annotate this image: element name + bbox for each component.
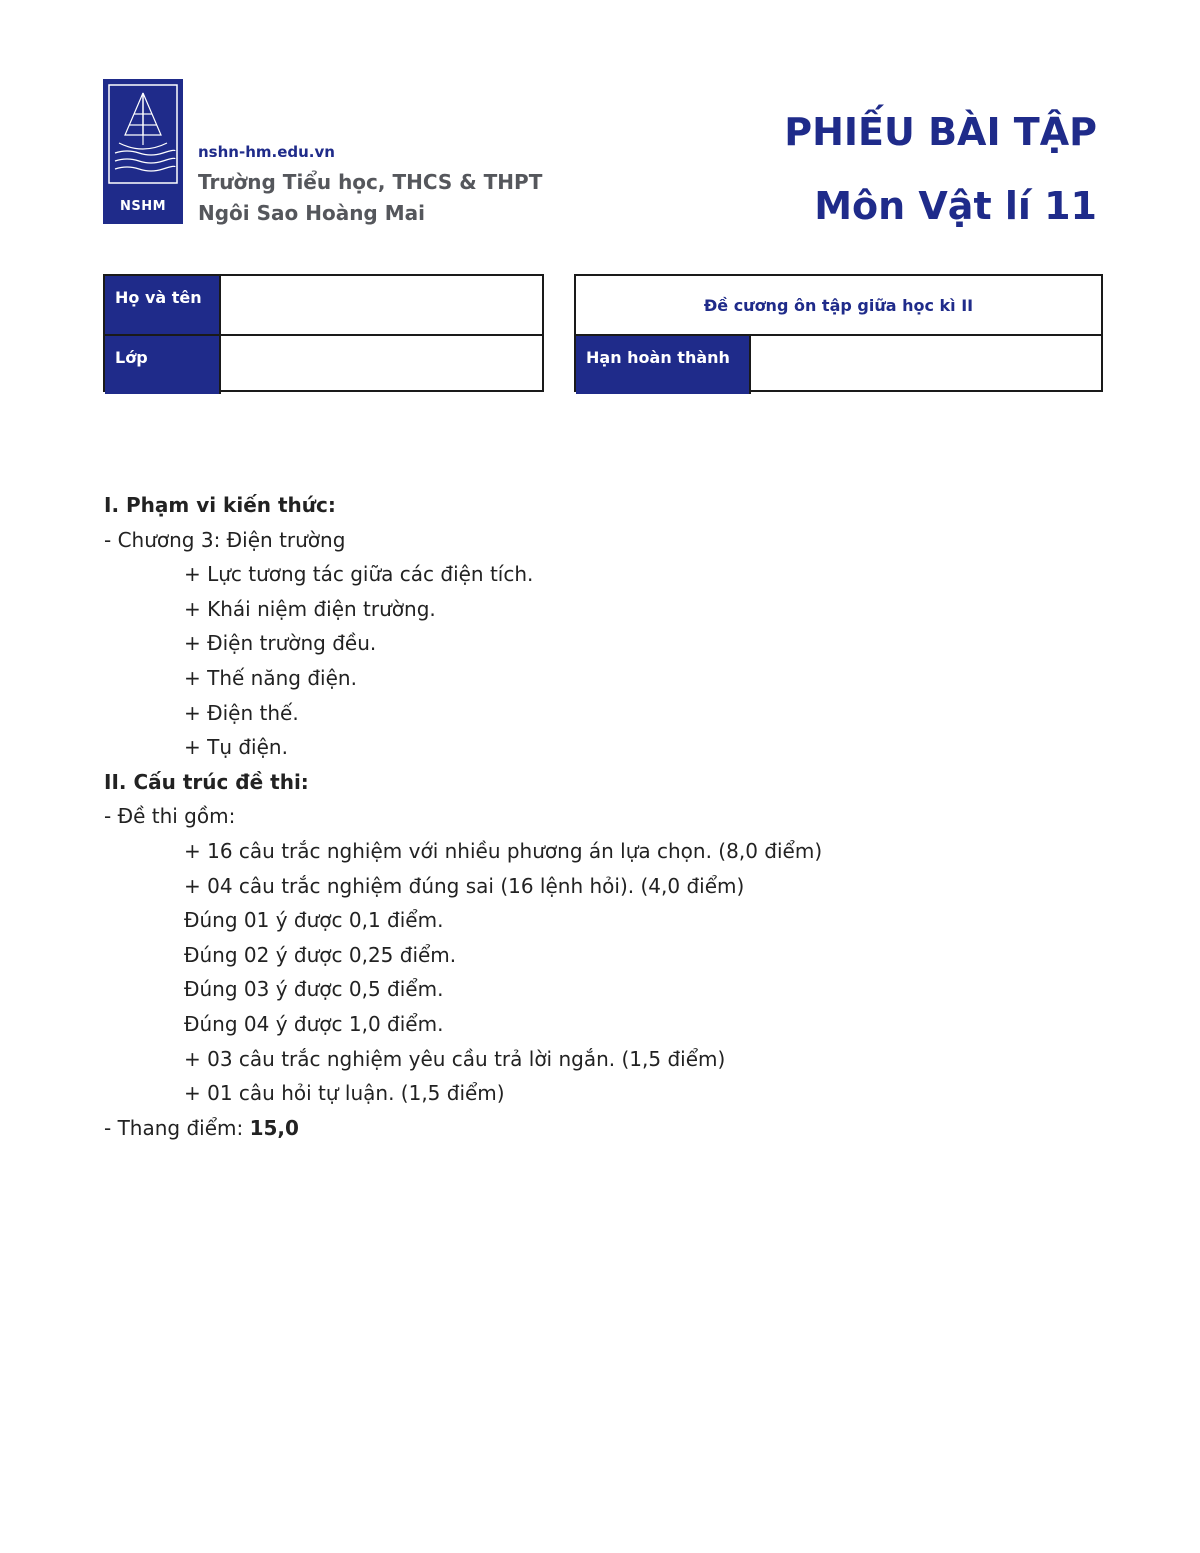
- list-item: + Thế năng điện.: [184, 665, 357, 690]
- school-name-line1: Trường Tiểu học, THCS & THPT: [198, 170, 543, 194]
- score-scale-value: 15,0: [249, 1115, 299, 1140]
- deadline-label: Hạn hoàn thành: [576, 336, 749, 394]
- school-name-line2: Ngôi Sao Hoàng Mai: [198, 201, 425, 225]
- list-item: Đúng 02 ý được 0,25 điểm.: [184, 942, 457, 967]
- worksheet-title: [784, 106, 1097, 232]
- section2-heading: II. Cấu trúc đề thi:: [104, 769, 309, 794]
- deadline-field[interactable]: [749, 336, 1101, 394]
- title-line2: Môn Vật lí 11: [814, 184, 1097, 228]
- list-item: + Lực tương tác giữa các điện tích.: [184, 562, 534, 587]
- list-item: + Tụ điện.: [184, 735, 288, 760]
- name-label: Họ và tên: [105, 276, 219, 334]
- list-item: + Điện trường đều.: [184, 631, 377, 656]
- title-line1: PHIẾU BÀI TẬP: [784, 110, 1097, 154]
- class-label: Lớp: [105, 336, 219, 394]
- exam-intro: - Đề thi gồm:: [104, 804, 236, 829]
- list-item: Đúng 01 ý được 0,1 điểm.: [184, 908, 444, 933]
- name-row: [105, 276, 542, 334]
- outline-title: Đề cương ôn tập giữa học kì II: [703, 295, 974, 315]
- chapter-line: - Chương 3: Điện trường: [104, 527, 346, 552]
- list-item: + 16 câu trắc nghiệm với nhiều phương án lựa chọn. (8,0 điểm): [184, 838, 823, 863]
- list-item: Đúng 03 ý được 0,5 điểm.: [184, 977, 444, 1002]
- school-logo: [103, 79, 183, 224]
- score-scale: [104, 1111, 822, 1146]
- deadline-row: [576, 334, 1101, 394]
- list-item: + Điện thế.: [184, 700, 299, 725]
- score-scale-label: - Thang điểm:: [104, 1115, 250, 1140]
- list-item: + 03 câu trắc nghiệm yêu cầu trả lời ngắn. (1,5 điểm): [184, 1046, 726, 1071]
- list-item: + 01 câu hỏi tự luận. (1,5 điểm): [184, 1081, 505, 1106]
- school-website: nshn-hm.edu.vn: [198, 143, 335, 161]
- name-field[interactable]: [219, 276, 542, 334]
- logo-text: NSHM: [119, 199, 167, 214]
- list-item: Đúng 04 ý được 1,0 điểm.: [184, 1011, 444, 1036]
- assignment-info-box: [574, 274, 1103, 392]
- list-item: + Khái niệm điện trường.: [184, 596, 436, 621]
- class-field[interactable]: [219, 336, 542, 394]
- student-info-box: [103, 274, 544, 392]
- ship-emblem-icon: [103, 79, 183, 189]
- worksheet-content: [104, 488, 822, 1145]
- class-row: [105, 334, 542, 394]
- list-item: + 04 câu trắc nghiệm đúng sai (16 lệnh hỏi). (4,0 điểm): [184, 873, 745, 898]
- section1-heading: I. Phạm vi kiến thức:: [104, 493, 336, 517]
- school-info: [198, 143, 542, 229]
